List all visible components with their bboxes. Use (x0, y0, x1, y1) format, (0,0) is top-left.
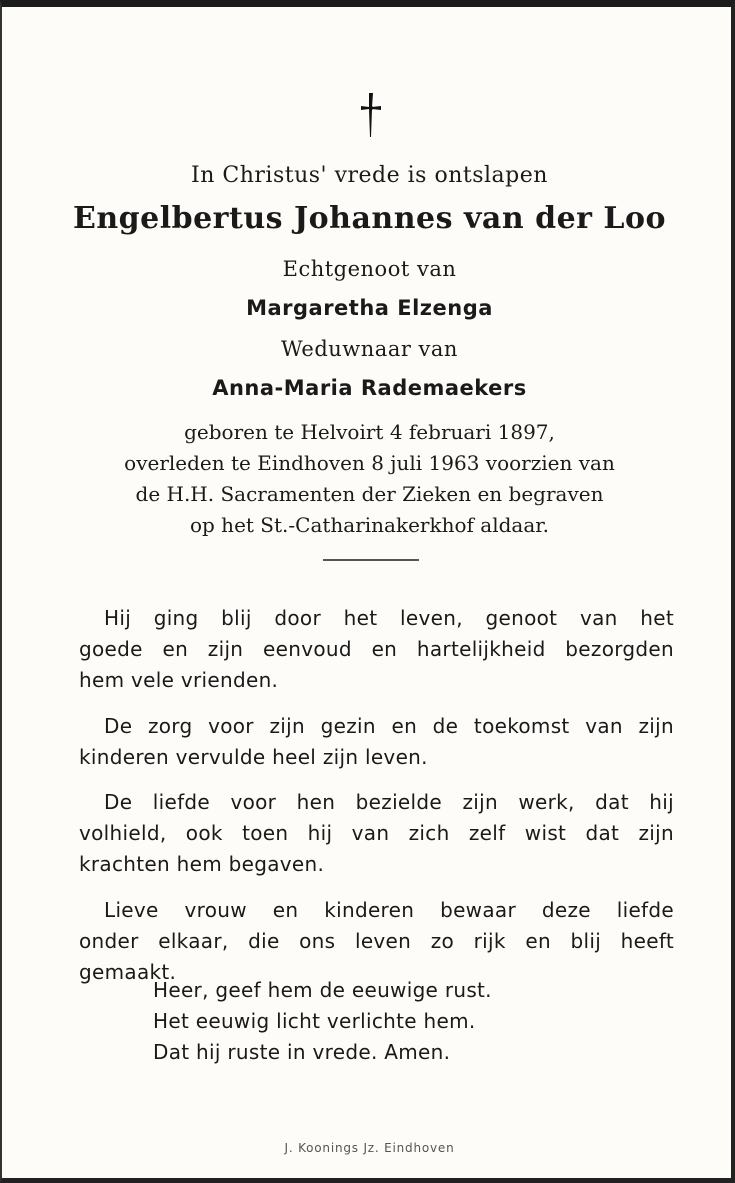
paragraph-line: Lieve vrouw en kinderen bewaar deze liefde (104, 898, 674, 922)
paragraph-line: onder elkaar, die ons leven zo rijk en blij heeft (79, 929, 674, 953)
printer-imprint: J. Koonings Jz. Eindhoven (284, 1141, 455, 1155)
late-wife-name: Anna-Maria Rademaekers (212, 376, 527, 400)
divider (323, 559, 419, 561)
bio-line: op het St.-Catharinakerkhof aldaar. (189, 513, 549, 537)
prayer-line: Heer, geef hem de eeuwige rust. (153, 978, 492, 1002)
intro-line: In Christus' vrede is ontslapen (191, 163, 548, 188)
paragraph-line: De liefde voor hen bezielde zijn werk, dat hij (104, 790, 674, 814)
paragraph-line: kinderen vervulde heel zijn leven. (79, 745, 428, 769)
paragraph-line: krachten hem begaven. (79, 852, 325, 876)
paragraph-1 (79, 603, 674, 696)
paragraph-3 (79, 787, 674, 880)
bio-line: geboren te Helvoirt 4 februari 1897, (184, 420, 555, 444)
deceased-name: Engelbertus Johannes van der Loo (72, 201, 667, 236)
spouse-name: Margaretha Elzenga (246, 296, 493, 320)
relation-line-widower: Weduwnaar van (281, 337, 458, 361)
prayer-line: Dat hij ruste in vrede. Amen. (153, 1040, 451, 1064)
prayer-line: Het eeuwig licht verlichte hem. (153, 1009, 476, 1033)
paragraph-line: gemaakt. (79, 960, 177, 984)
paragraph-line: volhield, ook toen hij van zich zelf wist dat zijn (79, 821, 674, 845)
paragraph-2 (79, 711, 674, 773)
biography (2, 417, 735, 541)
cross-icon (356, 91, 386, 139)
bio-line: overleden te Eindhoven 8 juli 1963 voorzien van (124, 451, 615, 475)
paragraph-line: De zorg voor zijn gezin en de toekomst van zijn (104, 714, 674, 738)
paragraph-line: goede en zijn eenvoud en hartelijkheid bezorgden (79, 637, 674, 661)
prayer (153, 975, 492, 1068)
bio-line: de H.H. Sacramenten der Zieken en begraven (135, 482, 604, 506)
paragraph-line: Hij ging blij door het leven, genoot van het (104, 606, 674, 630)
relation-line-spouse: Echtgenoot van (282, 257, 457, 281)
paragraph-line: hem vele vrienden. (79, 668, 279, 692)
